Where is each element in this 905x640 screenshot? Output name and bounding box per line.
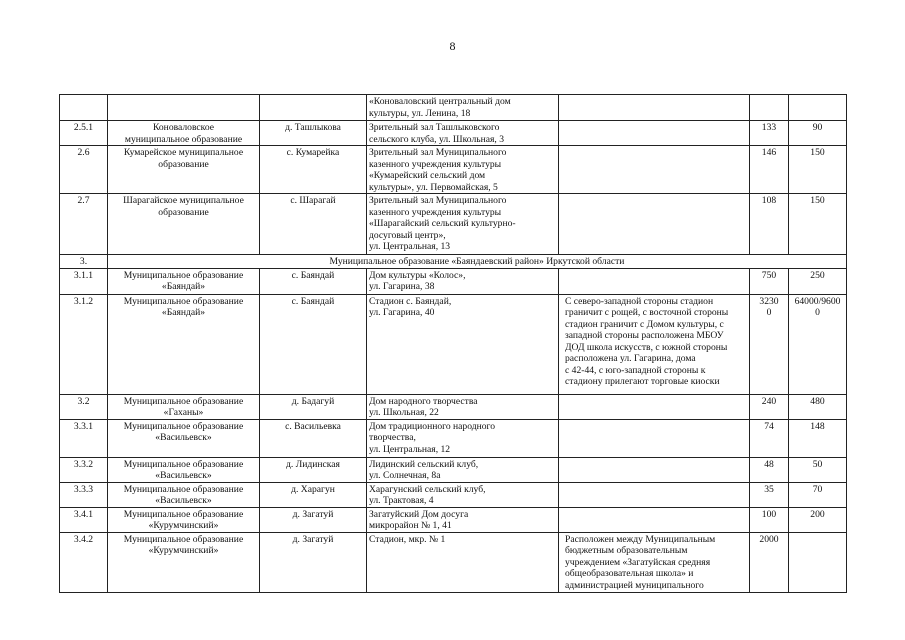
text-line: ДОД школа искусств, с южной стороны (565, 341, 728, 353)
cell-capacity-1: 133 (750, 121, 789, 146)
text-line: казенного учреждения культуры (369, 206, 502, 218)
table-row (60, 121, 847, 146)
cell-capacity-1: 2000 (750, 532, 789, 592)
cell-number: 3.1.2 (60, 294, 108, 394)
text-line: муниципальное образование (124, 133, 243, 145)
text-line: стадион граничит с Домом культуры, с (565, 318, 724, 330)
cell-municipality (108, 457, 260, 482)
cell-venue (367, 394, 559, 419)
cell-capacity-2: 250 (789, 268, 847, 294)
cell-locality: д. Лидинская (260, 457, 367, 482)
cell-locality (260, 95, 367, 121)
cell-locality: с. Баяндай (260, 268, 367, 294)
text-line: с 42-44, с юго-западной стороны к (565, 364, 706, 376)
text-line: «Гаханы» (163, 407, 204, 418)
cell-capacity-1: 35 (750, 482, 789, 507)
cell-locality: д. Ташлыкова (260, 121, 367, 146)
cell-capacity-1 (750, 95, 789, 121)
page-number: 8 (449, 39, 456, 53)
text-line: «Васильевск» (155, 495, 212, 506)
cell-capacity-1: 48 (750, 457, 789, 482)
cell-description (559, 457, 750, 482)
venues-table (59, 94, 847, 593)
text-line: «Васильевск» (155, 432, 212, 443)
text-line: ул. Трактовая, 4 (369, 495, 434, 506)
text-line: Дом культуры «Колос», (369, 269, 466, 281)
text-line: Расположен между Муниципальным (565, 533, 716, 545)
text-line: «Шарагайский сельский культурно- (369, 218, 516, 229)
cell-description (559, 95, 750, 121)
text-line: Дом народного творчества (369, 395, 478, 407)
text-line: Зрительный зал Муниципального (369, 195, 507, 206)
cell-capacity-1: 750 (750, 268, 789, 294)
cell-municipality (108, 419, 260, 457)
text-line: Муниципальное образование (123, 420, 244, 432)
table-row (60, 457, 847, 482)
text-line: общеобразовательная школа» и (565, 568, 694, 579)
text-line: культуры, ул. Ленина, 18 (369, 107, 471, 119)
text-line: образование (158, 206, 209, 218)
cell-description (559, 482, 750, 507)
text-line: Кумарейское муниципальное (123, 147, 244, 158)
text-line: Зрительный зал Ташлыковского (369, 122, 500, 133)
text-line: «Баяндай» (161, 307, 206, 318)
cell-locality: с. Кумарейка (260, 146, 367, 194)
cell-venue (367, 419, 559, 457)
cell-capacity-1: 100 (750, 507, 789, 532)
text-line: казенного учреждения культуры (369, 158, 502, 170)
text-line: учреждением «Загатуйская средняя (565, 556, 711, 568)
cell-capacity-1: 240 (750, 394, 789, 419)
cell-municipality (108, 194, 260, 255)
cell-number: 3.1.1 (60, 268, 108, 294)
text-line: творчества, (369, 432, 416, 443)
cell-municipality (108, 95, 260, 121)
text-line: стадиону прилегают торговые киоски (565, 376, 720, 387)
cell-capacity-2: 90 (789, 121, 847, 146)
cell-capacity-1: 146 (750, 146, 789, 194)
cell-municipality (108, 532, 260, 592)
cell-number: 3.3.3 (60, 482, 108, 507)
cell-capacity-2: 200 (789, 507, 847, 532)
cell-locality: с. Васильевка (260, 419, 367, 457)
text-line: ул. Гагарина, 38 (369, 281, 435, 292)
cell-venue (367, 121, 559, 146)
text-line: «Баяндай» (161, 281, 206, 292)
text-line: ул. Центральная, 13 (369, 241, 451, 252)
cell-municipality (108, 294, 260, 394)
cell-description (559, 394, 750, 419)
cell-capacity-2: 50 (789, 457, 847, 482)
text-line: «Коноваловский центральный дом (369, 96, 511, 107)
cell-description (559, 121, 750, 146)
cell-locality: д. Загатуй (260, 507, 367, 532)
cell-venue (367, 146, 559, 194)
text-line: Дом традиционного народного (369, 420, 496, 432)
cell-municipality (108, 268, 260, 294)
cell-number: 2.5.1 (60, 121, 108, 146)
cell-capacity-1: 108 (750, 194, 789, 255)
cell-municipality (108, 146, 260, 194)
cell-venue (367, 532, 559, 592)
text-line: микрорайон № 1, 41 (369, 520, 452, 531)
cell-description (559, 194, 750, 255)
cell-municipality (108, 507, 260, 532)
cell-number: 3.4.1 (60, 507, 108, 532)
cell-capacity-2: 148 (789, 419, 847, 457)
table-row (60, 95, 847, 121)
cell-number: 2.7 (60, 194, 108, 255)
cell-number: 3.2 (60, 394, 108, 419)
cell-municipality (108, 121, 260, 146)
text-line: Зрительный зал Муниципального (369, 147, 507, 158)
text-line: Лидинский сельский клуб, (369, 458, 479, 470)
text-line: бюджетным образовательным (565, 545, 688, 556)
text-line: Муниципальное образование (123, 269, 244, 281)
table-row (60, 294, 847, 394)
text-line: Шарагайское муниципальное (123, 195, 244, 206)
text-line: «Курумчинский» (148, 545, 219, 556)
cell-description (559, 419, 750, 457)
cell-municipality (108, 394, 260, 419)
text-line: сельского клуба, ул. Школьная, 3 (369, 133, 505, 145)
cell-capacity-2: 70 (789, 482, 847, 507)
cell-venue (367, 457, 559, 482)
text-line: Стадион, мкр. № 1 (369, 533, 446, 545)
cell-venue (367, 294, 559, 394)
text-line: Стадион с. Баяндай, (369, 295, 452, 307)
text-line: Муниципальное образование (123, 483, 244, 495)
text-line: «Васильевск» (155, 470, 212, 481)
table-row (60, 532, 847, 592)
text-line: Муниципальное образование (123, 395, 244, 407)
text-line: ул. Солнечная, 8а (369, 470, 441, 481)
table-row (60, 146, 847, 194)
text-line: Муниципальное образование (123, 295, 244, 307)
text-line: Муниципальное образование (123, 508, 244, 520)
cell-capacity-2 (789, 532, 847, 592)
cell-capacity-2: 150 (789, 146, 847, 194)
text-line: западной стороны расположена МБОУ (565, 330, 724, 341)
section-number: 3. (60, 255, 108, 269)
cell-capacity-2: 150 (789, 194, 847, 255)
cell-venue (367, 95, 559, 121)
text-line: граничит с рощей, с восточной стороны (565, 307, 729, 318)
cell-number: 3.4.2 (60, 532, 108, 592)
cell-venue (367, 482, 559, 507)
cell-venue (367, 268, 559, 294)
cell-description (559, 146, 750, 194)
cell-capacity-2 (789, 95, 847, 121)
text-line: администрацией муниципального (565, 579, 704, 591)
text-line: Загатуйский Дом досуга (369, 508, 469, 520)
cell-number: 3.3.2 (60, 457, 108, 482)
table-row (60, 419, 847, 457)
cell-number (60, 95, 108, 121)
cell-municipality (108, 482, 260, 507)
cell-capacity-2: 480 (789, 394, 847, 419)
text-line: Муниципальное образование (123, 458, 244, 470)
table-row (60, 268, 847, 294)
section-title: Муниципальное образование «Баяндаевский район» Иркутской области (108, 255, 847, 269)
cell-locality: д. Бадагуй (260, 394, 367, 419)
text-line: культуры», ул. Первомайская, 5 (369, 181, 498, 193)
text-line: расположена ул. Гагарина, дома (565, 353, 696, 364)
text-line: «Кумарейский сельский дом (369, 170, 486, 181)
cell-venue (367, 507, 559, 532)
text-line: ул. Центральная, 12 (369, 443, 451, 455)
cell-number: 2.6 (60, 146, 108, 194)
cell-number: 3.3.1 (60, 419, 108, 457)
cell-locality: с. Баяндай (260, 294, 367, 394)
text-line: «Курумчинский» (148, 520, 219, 531)
text-line: образование (158, 158, 209, 170)
cell-description (559, 532, 750, 592)
text-line: Муниципальное образование (123, 533, 244, 545)
cell-capacity-2: 64000/9600 0 (789, 294, 847, 394)
cell-locality: д. Загатуй (260, 532, 367, 592)
text-line: Коноваловское (152, 122, 215, 133)
text-line: досуговый центр», (369, 229, 446, 241)
cell-venue (367, 194, 559, 255)
cell-locality: д. Харагун (260, 482, 367, 507)
text-line: ул. Гагарина, 40 (369, 307, 435, 318)
cell-capacity-1: 74 (750, 419, 789, 457)
text-line: ул. Школьная, 22 (369, 407, 439, 418)
cell-description (559, 294, 750, 394)
cell-description (559, 507, 750, 532)
cell-capacity-1: 3230 0 (750, 294, 789, 394)
table-row (60, 194, 847, 255)
text-line: С северо-западной стороны стадион (565, 295, 714, 307)
section-row (60, 255, 847, 269)
cell-locality: с. Шарагай (260, 194, 367, 255)
cell-description (559, 268, 750, 294)
table-row (60, 482, 847, 507)
text-line: Харагунский сельский клуб, (369, 483, 486, 495)
table-row (60, 394, 847, 419)
table-row (60, 507, 847, 532)
